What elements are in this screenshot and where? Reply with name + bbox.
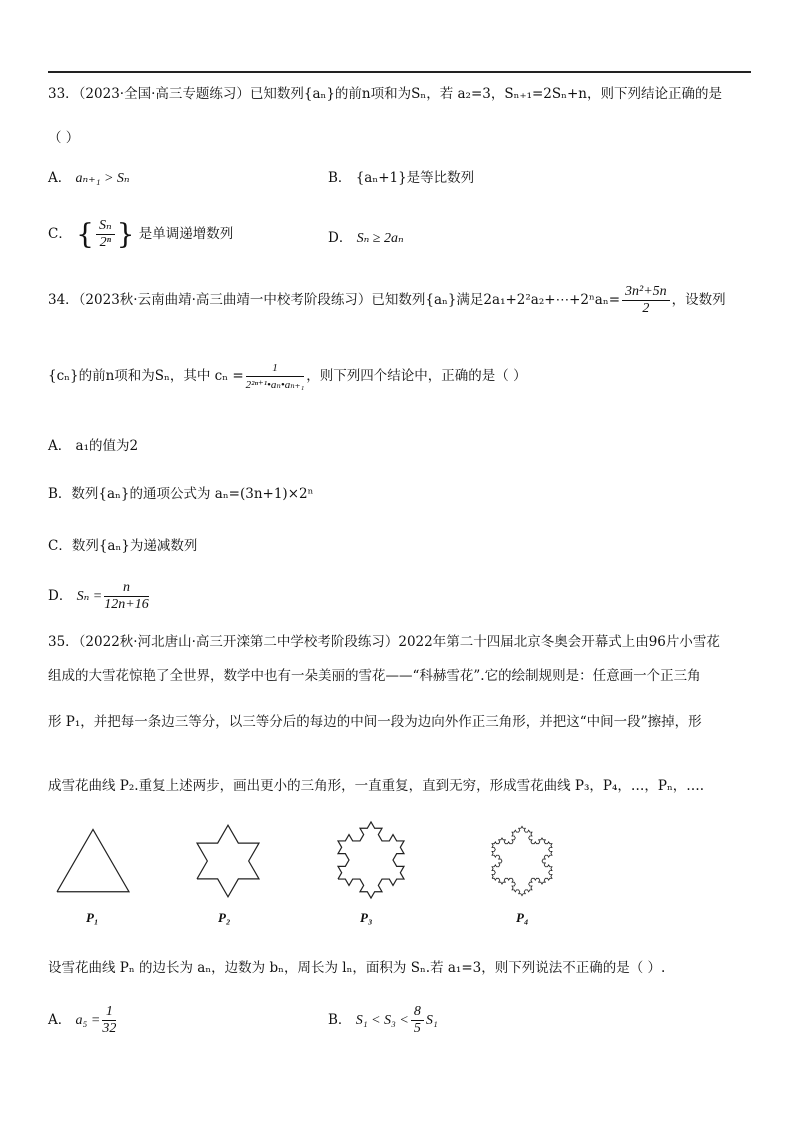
koch-snowflake-p4 <box>480 815 565 905</box>
fraction: $\frac{1}{\text{2²ⁿ⁺¹•aₙ•aₙ₊₁}}$ <box>245 362 305 391</box>
fraction: $\frac{n}{12n+16}$ <box>104 580 149 612</box>
option-expression: aₙ₊₁ > Sₙ <box>75 171 130 186</box>
q33-answer-blank: （ ） <box>48 130 80 146</box>
q34-option-a[interactable]: A． a₁的值为2 <box>48 438 139 454</box>
q33-option-a[interactable] <box>48 168 130 189</box>
fraction: $\frac{\text{Sₙ}}{\text{2ⁿ}}$ <box>96 218 115 251</box>
q33-stem: 33．（2023·全国·高三专题练习）已知数列{aₙ}的前n项和为Sₙ，若 a₂=3，Sₙ₊₁=2Sₙ+n，则下列结论正确的是 <box>48 86 722 102</box>
q35-stem-line1: 35．（2022秋·河北唐山·高三开滦第二中学校考阶段练习）2022年第二十四届北京冬奥会开幕式上由96片小雪花 <box>48 634 720 650</box>
koch-snowflake-p3 <box>326 810 416 910</box>
koch-curve <box>197 825 259 897</box>
q35-stem-line4: 成雪花曲线 P₂.重复上述两步，画出更小的三角形，一直重复，直到无穷，形成雪花曲线 P₃，P₄，…，Pₙ，…. <box>48 778 705 794</box>
q35-stem-line5: 设雪花曲线 Pₙ 的边长为 aₙ，边数为 bₙ，周长为 lₙ，面积为 Sₙ.若 a₁=3，则下列说法不正确的是（ ）. <box>48 960 666 976</box>
figure-label-p1: P₁ <box>86 910 99 925</box>
fraction: $\frac{\text{3n²+5n}}{2}$ <box>622 284 670 317</box>
option-label: A． <box>48 170 72 186</box>
q34-stem-line2: {cₙ}的前n项和为Sₙ，其中 cₙ = $\frac{1}{\text{2²ⁿ⁺¹•aₙ•aₙ₊₁}}$ ，则下列四个结论中，正确的是（ ） <box>48 362 527 391</box>
koch-curve <box>492 826 552 895</box>
header-rule <box>48 71 751 73</box>
option-label: A． <box>48 1012 72 1028</box>
figure-label-p2: P₂ <box>218 910 231 925</box>
koch-snowflake-p1 <box>53 825 133 895</box>
fraction: $\frac{1}{32}$ <box>102 1004 117 1036</box>
option-expression: {aₙ+1}是等比数列 <box>355 170 475 186</box>
option-label: D． <box>328 230 353 246</box>
option-text: 是单调递增数列 <box>138 226 234 242</box>
option-label: C． <box>48 226 72 242</box>
option-label: B． <box>328 1012 352 1028</box>
koch-curve <box>338 822 404 898</box>
figure-label-p4: P₄ <box>516 910 529 925</box>
q35-option-a[interactable]: A． a₅ = $\frac{1}{32}$ <box>48 1004 117 1036</box>
q34-stem: 34．（2023秋·云南曲靖·高三曲靖一中校考阶段练习）已知数列{aₙ}满足2a₁+2²a₂+⋯+2ⁿaₙ= $\frac{\text{3n²+5n}}{2}$ ，设数列 <box>48 284 726 316</box>
q35-option-b[interactable]: B． S₁ < S₃ < $\frac{8}{5}$ S₁ <box>328 1004 438 1036</box>
koch-curve <box>57 829 129 891</box>
koch-snowflake-p2 <box>188 815 268 905</box>
q34-option-d[interactable]: D． Sₙ = $\frac{n}{12n+16}$ <box>48 580 149 612</box>
fraction: $\frac{8}{5}$ <box>411 1004 424 1037</box>
q33-option-c[interactable]: C． { $\frac{\text{Sₙ}}{\text{2ⁿ}}$ } 是单调递增数列 <box>48 217 234 251</box>
q33-option-b[interactable] <box>328 168 474 188</box>
figure-label-p3: P₃ <box>360 910 373 925</box>
q34-option-c[interactable]: C．数列{aₙ}为递减数列 <box>48 538 198 554</box>
q35-stem-line3: 形 P₁，并把每一条边三等分，以三等分后的每边的中间一段为边向外作正三角形，并把这“中间一段”擦掉，形 <box>48 714 702 730</box>
option-label: B． <box>328 170 352 186</box>
q33-option-d[interactable] <box>328 228 404 249</box>
q34-option-b[interactable]: B．数列{aₙ}的通项公式为 aₙ=(3n+1)×2ⁿ <box>48 486 314 502</box>
option-label: D． <box>48 588 73 604</box>
option-expression: Sₙ ≥ 2aₙ <box>356 231 404 246</box>
q35-stem-line2: 组成的大雪花惊艳了全世界，数学中也有一朵美丽的雪花——“科赫雪花”.它的绘制规则是：任意画一个正三角 <box>48 668 701 684</box>
